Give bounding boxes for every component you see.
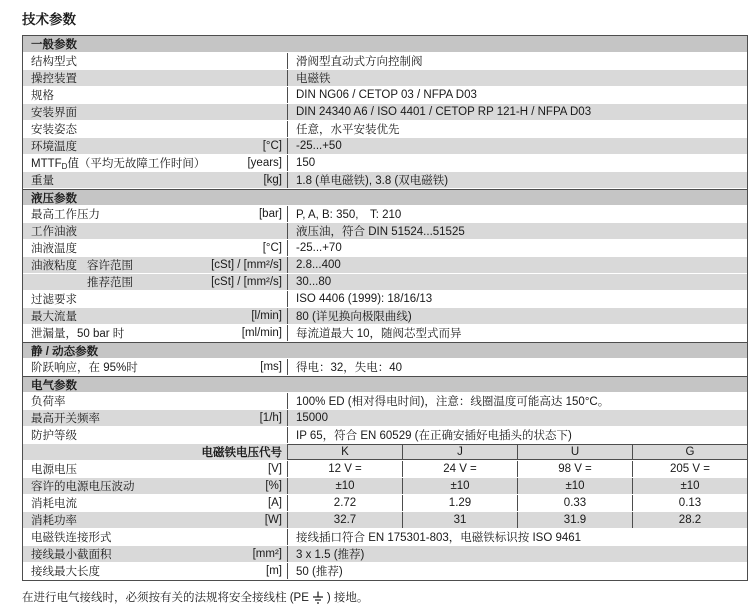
- mttf-label-suffix: 值（平均无故障工作时间）: [67, 158, 206, 170]
- table-row: [23, 87, 747, 104]
- row-label-cell: [23, 291, 288, 307]
- row-value: 滑阀型直动式方向控制阀: [296, 56, 423, 68]
- voltage-value: 2.72: [288, 495, 403, 511]
- row-label: [23, 155, 247, 171]
- row-label-cell: [23, 410, 288, 426]
- table-row: [23, 70, 747, 87]
- row-label-cell: [23, 393, 288, 409]
- row-label: 阶跃响应，在 95%时: [31, 362, 138, 374]
- row-label-cell: [23, 274, 288, 290]
- row-label-cell: [23, 240, 288, 256]
- row-unit: [l/min]: [251, 310, 282, 322]
- row-label-cell: [23, 308, 288, 324]
- row-label: 安装界面: [31, 107, 77, 119]
- row-label: 结构型式: [31, 56, 77, 68]
- voltage-value: ±10: [288, 478, 403, 494]
- voltage-value: 0.13: [678, 497, 702, 509]
- row-label: 接线最大长度: [31, 566, 100, 578]
- row-value: 150: [296, 157, 316, 169]
- row-label: 过滤要求: [31, 294, 77, 306]
- table-row: [23, 393, 747, 410]
- row-label-cell: [23, 257, 288, 273]
- row-label-cell: [23, 563, 288, 579]
- table-row: [23, 53, 747, 70]
- row-label-cell: [23, 70, 288, 86]
- row-unit: [ml/min]: [241, 327, 282, 339]
- row-label: 最大流量: [31, 311, 77, 323]
- voltage-code-label: 电磁铁电压代号: [201, 447, 282, 459]
- voltage-value: 0.33: [518, 495, 633, 511]
- row-value: 3 x 1.5 (推荐): [296, 549, 365, 561]
- voltage-value: 31.9: [518, 512, 633, 528]
- section-header-label: 液压参数: [31, 192, 77, 205]
- row-label: 容许的电源电压波动: [31, 481, 135, 493]
- viscosity-label: 油液粘度: [31, 260, 77, 272]
- voltage-value: 98 V =: [518, 461, 633, 477]
- row-label-cell: [23, 359, 288, 375]
- row-label: 最高工作压力: [31, 209, 100, 221]
- table-row: [23, 410, 747, 427]
- voltage-value: 31: [403, 512, 518, 528]
- row-label-cell: [23, 87, 288, 103]
- row-value: DIN NG06 / CETOP 03 / NFPA D03: [296, 89, 477, 101]
- page-title: 技术参数: [22, 12, 76, 27]
- voltage-code-header-row: [23, 444, 747, 461]
- voltage-value: ±10: [680, 480, 700, 492]
- row-unit: [W]: [264, 514, 282, 526]
- table-row: [23, 359, 747, 376]
- table-row: [23, 291, 747, 308]
- row-label: [23, 257, 211, 273]
- section-header-label: 一般参数: [31, 39, 77, 51]
- row-label-cell: [23, 121, 288, 137]
- section-header-dynamic: [23, 342, 747, 359]
- row-unit: [°C]: [262, 140, 282, 152]
- row-label-cell: [23, 529, 288, 545]
- grounding-note-text-before: 在进行电气接线时，必须按有关的法规将安全接线柱 (PE: [22, 592, 309, 604]
- section-header-general: [23, 36, 747, 53]
- row-label: 防护等级: [31, 430, 77, 442]
- row-value: 80 (详见换向极限曲线): [296, 311, 412, 323]
- section-header-electric: [23, 376, 747, 393]
- table-row: [23, 308, 747, 325]
- table-row: [23, 325, 747, 342]
- row-unit: [V]: [267, 463, 282, 475]
- row-unit: [ms]: [260, 361, 282, 373]
- voltage-code-J: J: [403, 444, 518, 460]
- voltage-value: 28.2: [678, 514, 702, 526]
- spec-table: [22, 35, 748, 581]
- voltage-table-row: [23, 478, 747, 495]
- row-value: 电磁铁: [296, 73, 331, 85]
- row-unit: [m]: [266, 565, 282, 577]
- voltage-code-label-cell: [23, 444, 288, 460]
- voltage-table-row: [23, 495, 747, 512]
- row-unit: [°C]: [262, 242, 282, 254]
- row-label-cell: [23, 512, 288, 528]
- row-value: 15000: [296, 412, 328, 424]
- row-label: 消耗功率: [31, 515, 77, 527]
- voltage-value: 1.29: [403, 495, 518, 511]
- row-label: 油液温度: [31, 243, 77, 255]
- row-label-cell: [23, 138, 288, 154]
- row-label-cell: [23, 53, 288, 69]
- table-row: [23, 257, 747, 274]
- row-label-cell: [23, 206, 288, 222]
- row-label-cell: [23, 172, 288, 188]
- row-value: 液压油，符合 DIN 51524...51525: [296, 226, 465, 238]
- row-label: 安装姿态: [31, 124, 77, 136]
- row-unit: [cSt] / [mm²/s]: [211, 259, 282, 271]
- row-unit: [bar]: [258, 208, 282, 220]
- row-value: -25...+70: [296, 242, 342, 254]
- table-row: [23, 104, 747, 121]
- row-value: 30...80: [296, 276, 332, 288]
- row-unit: [%]: [265, 480, 282, 492]
- viscosity-sublabel: 推荐范围: [87, 277, 133, 289]
- row-unit: [mm²]: [252, 548, 282, 560]
- row-unit: [1/h]: [259, 412, 282, 424]
- row-label: 电源电压: [31, 464, 77, 476]
- table-row: [23, 138, 747, 155]
- grounding-note: [22, 589, 750, 605]
- voltage-table-row: [23, 461, 747, 478]
- earth-ground-icon: [312, 591, 324, 604]
- section-header-label: 静 / 动态参数: [31, 345, 99, 358]
- voltage-table-row: [23, 512, 747, 529]
- row-label-cell: [23, 546, 288, 562]
- row-unit: [cSt] / [mm²/s]: [211, 276, 282, 288]
- grounding-note-text-after: ) 接地。: [326, 592, 369, 604]
- table-row: [23, 240, 747, 257]
- row-value: -25...+50: [296, 140, 342, 152]
- voltage-value: ±10: [403, 478, 518, 494]
- row-label-cell: [23, 325, 288, 341]
- row-value: DIN 24340 A6 / ISO 4401 / CETOP RP 121-H / NFPA D03: [296, 106, 592, 118]
- row-label: 工作油液: [31, 226, 77, 238]
- row-label: [23, 274, 211, 290]
- row-value: IP 65，符合 EN 60529 (在正确安插好电插头的状态下): [296, 430, 572, 442]
- row-value: 1.8 (单电磁铁), 3.8 (双电磁铁): [296, 175, 449, 187]
- row-label-cell: [23, 478, 288, 494]
- table-row: [23, 155, 747, 172]
- row-unit: [years]: [247, 157, 282, 169]
- row-label: 规格: [31, 90, 54, 102]
- table-row: [23, 274, 747, 291]
- table-row: [23, 223, 747, 240]
- row-unit: [A]: [267, 497, 282, 509]
- row-label: 负荷率: [31, 396, 66, 408]
- viscosity-sublabel: 容许范围: [87, 260, 133, 272]
- row-label: 操控装置: [31, 73, 77, 85]
- row-label: 重量: [31, 175, 54, 187]
- voltage-value: 205 V =: [670, 463, 710, 475]
- voltage-value: ±10: [518, 478, 633, 494]
- table-row: [23, 427, 747, 444]
- row-label: 电磁铁连接形式: [31, 532, 112, 544]
- voltage-code-G: G: [633, 444, 747, 460]
- table-row: [23, 206, 747, 223]
- row-label: 消耗电流: [31, 498, 77, 510]
- voltage-value: 32.7: [288, 512, 403, 528]
- row-value: 任意，水平安装优先: [296, 124, 400, 136]
- voltage-code-U: U: [518, 444, 633, 460]
- row-label: 接线最小截面积: [31, 549, 112, 561]
- row-label: 最高开关频率: [31, 413, 100, 425]
- row-value: ISO 4406 (1999): 18/16/13: [296, 293, 433, 305]
- voltage-value: 24 V =: [403, 461, 518, 477]
- section-header-hydraulic: [23, 189, 747, 206]
- row-label-cell: [23, 495, 288, 511]
- voltage-code-K: K: [288, 444, 403, 460]
- table-row: [23, 529, 747, 546]
- row-value: 每流道最大 10，随阀芯型式而异: [296, 328, 462, 340]
- table-row: [23, 563, 747, 580]
- row-value: P, A, B: 350, T: 210: [296, 209, 402, 221]
- row-label-cell: [23, 461, 288, 477]
- row-label-cell: [23, 223, 288, 239]
- row-value: 2.8...400: [296, 259, 341, 271]
- row-label: 环境温度: [31, 141, 77, 153]
- mttf-label-subscript: D: [61, 162, 68, 171]
- row-unit: [kg]: [263, 174, 282, 186]
- section-header-label: 电气参数: [31, 379, 77, 392]
- voltage-value: 12 V =: [288, 461, 403, 477]
- row-label-cell: [23, 155, 288, 171]
- row-value: 得电：32，失电：40: [296, 362, 403, 374]
- table-row: [23, 172, 747, 189]
- row-label-cell: [23, 104, 288, 120]
- table-row: [23, 121, 747, 138]
- row-label: 泄漏量，50 bar 时: [31, 328, 125, 340]
- row-value: 100% ED (相对得电时间)，注意：线圈温度可能高达 150°C。: [296, 396, 610, 408]
- row-label-cell: [23, 427, 288, 443]
- row-value: 50 (推荐): [296, 566, 343, 578]
- table-row: [23, 546, 747, 563]
- row-value: 接线插口符合 EN 175301-803，电磁铁标识按 ISO 9461: [296, 532, 582, 544]
- mttf-label-prefix: MTTF: [31, 158, 62, 170]
